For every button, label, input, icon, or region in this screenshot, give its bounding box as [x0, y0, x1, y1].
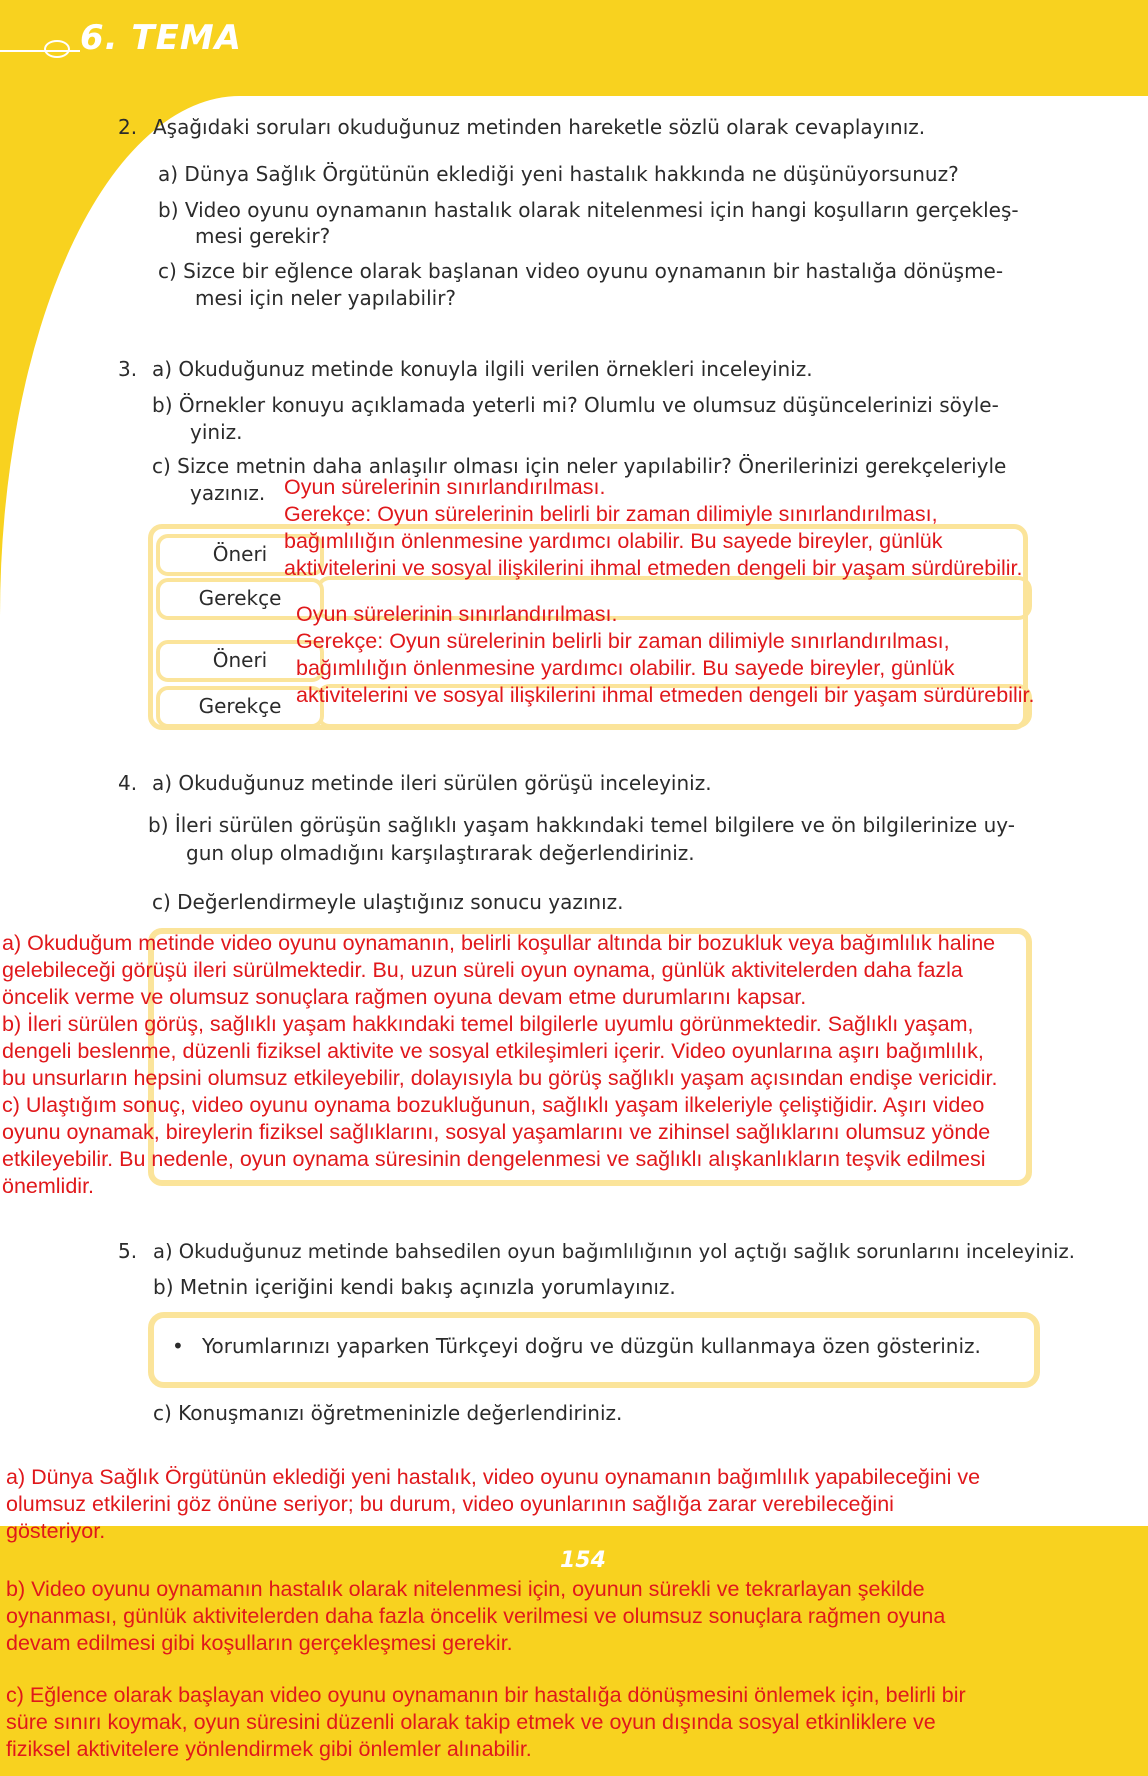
- theme-title: 6. TEMA: [80, 18, 242, 58]
- q3-a: a) Okuduğunuz metinde konuyla ilgili verilen örnekleri inceleyiniz.: [152, 357, 813, 381]
- answer4-line8: oyunu oynamak, bireylerin fiziksel sağlıklarını, sosyal yaşamlarını ve zihinsel sağlıklarını olumsuz yönde: [2, 1120, 991, 1144]
- oneri-label-1: Öneri: [156, 534, 324, 576]
- q4-c: c) Değerlendirmeyle ulaştığınız sonucu yazınız.: [152, 890, 624, 914]
- q3-c2: yazınız.: [190, 481, 266, 505]
- q2-prompt: Aşağıdaki soruları okuduğunuz metinden hareketle sözlü olarak cevaplayınız.: [153, 115, 926, 139]
- q5-c: c) Konuşmanızı öğretmeninizle değerlendiriniz.: [153, 1401, 623, 1425]
- tip-bullet-icon: •: [172, 1334, 184, 1358]
- answer4-line10: önemlidir.: [2, 1174, 95, 1198]
- q2-c2: mesi için neler yapılabilir?: [195, 286, 457, 310]
- answer3-block2-line4: aktivitelerini ve sosyal ilişkilerini ihmal etmeden dengeli bir yaşam sürdürebilir.: [296, 683, 1035, 707]
- answer2-line6: oynanması, günlük aktivitelerden daha fazla öncelik verilmesi ve olumsuz sonuçlara rağmen oyuna: [6, 1604, 946, 1628]
- answer4-line1: a) Okuduğum metinde video oyunu oynamanın, belirli koşullar altında bir bozukluk veya bağımlılık haline: [2, 931, 996, 955]
- answer2-line2: olumsuz etkilerini göz önüne seriyor; bu durum, video oyunlarının sağlığa zarar verebileceğini: [6, 1492, 894, 1516]
- answer4-line4: b) İleri sürülen görüş, sağlıklı yaşam hakkındaki temel bilgilerle uyumlu görünmektedir. Sağlıklı yaşam,: [2, 1012, 974, 1036]
- answer3-block1-line1: Oyun sürelerinin sınırlandırılması.: [284, 475, 606, 499]
- answer3-block2-line1: Oyun sürelerinin sınırlandırılması.: [296, 602, 618, 626]
- gerekce-label-2: Gerekçe: [156, 686, 324, 728]
- answer4-line2: gelebileceği görüşü ileri sürülmektedir. Bu, uzun süreli oyun oynama, günlük aktivitelerden daha fazla: [2, 958, 963, 982]
- tip-text: Yorumlarınızı yaparken Türkçeyi doğru ve düzgün kullanmaya özen gösteriniz.: [202, 1334, 981, 1358]
- q3-b1: b) Örnekler konuyu açıklamada yeterli mi? Olumlu ve olumsuz düşüncelerinizi söyle-: [152, 393, 999, 417]
- q5-number: 5.: [118, 1239, 138, 1263]
- q2-a: a) Dünya Sağlık Örgütünün eklediği yeni hastalık hakkında ne düşünüyorsunuz?: [158, 162, 959, 186]
- answer3-block1-line4: aktivitelerini ve sosyal ilişkilerini ihmal etmeden dengeli bir yaşam sürdürebilir.: [284, 556, 1023, 580]
- q4-a: a) Okuduğunuz metinde ileri sürülen görüşü inceleyiniz.: [152, 771, 712, 795]
- answer2-line11: fiziksel aktivitelere yönlendirmek gibi önlemler alınabilir.: [6, 1737, 532, 1761]
- q3-number: 3.: [118, 357, 138, 381]
- oneri-label-2: Öneri: [156, 640, 324, 682]
- q4-b1: b) İleri sürülen görüşün sağlıklı yaşam hakkındaki temel bilgilere ve ön bilgilerinize uy-: [148, 813, 1015, 837]
- q3-c1: c) Sizce metnin daha anlaşılır olması için neler yapılabilir? Önerilerinizi gerekçeleriyle: [152, 454, 1007, 478]
- answer3-block1-line3: bağımlılığın önlenmesine yardımcı olabilir. Bu sayede bireyler, günlük: [284, 529, 943, 553]
- q2-c1: c) Sizce bir eğlence olarak başlanan video oyunu oynamanın bir hastalığa dönüşme-: [158, 259, 1004, 283]
- page-number: 154: [560, 1548, 606, 1573]
- gerekce-label-1: Gerekçe: [156, 578, 324, 620]
- answer2-line3: gösteriyor.: [6, 1519, 106, 1543]
- answer3-block1-line2: Gerekçe: Oyun sürelerinin belirli bir zaman dilimiyle sınırlandırılması,: [284, 502, 938, 526]
- answer4-line5: dengeli beslenme, düzenli fiziksel aktivite ve sosyal etkileşimleri içerir. Video oyunlarına aşırı bağımlılık,: [2, 1039, 984, 1063]
- q4-b2: gun olup olmadığını karşılaştırarak değerlendiriniz.: [186, 841, 695, 865]
- answer4-line7: c) Ulaştığım sonuç, video oyunu oynama bozukluğunun, sağlıklı yaşam ilkeleriyle çeliştiğidir. Aşırı video: [2, 1093, 985, 1117]
- answer2-line10: süre sınırı koymak, oyun süresini düzenli olarak takip etmek ve oyun dışında sosyal etkinliklere ve: [6, 1710, 936, 1734]
- q2-b2: mesi gerekir?: [195, 224, 331, 248]
- answer2-line9: c) Eğlence olarak başlayan video oyunu oynamanın bir hastalığa dönüşmesini önlemek için, belirli bir: [6, 1683, 966, 1707]
- q2-number: 2.: [118, 115, 138, 139]
- answer4-line9: etkileyebilir. Bu nedenle, oyun oynama süresinin dengelenmesi ve sağlıklı alışkanlıkların teşvik edilmesi: [2, 1147, 986, 1171]
- answer2-line7: devam edilmesi gibi koşulların gerçekleşmesi gerekir.: [6, 1631, 513, 1655]
- q3-b2: yiniz.: [190, 420, 243, 444]
- answer4-line6: bu unsurların hepsini olumsuz etkileyebilir, dolayısıyla bu görüş sağlıklı yaşam açısından endişe vericidir.: [2, 1066, 998, 1090]
- answer3-block2-line2: Gerekçe: Oyun sürelerinin belirli bir zaman dilimiyle sınırlandırılması,: [296, 629, 950, 653]
- header-swirl-icon: [44, 40, 70, 58]
- answer2-line5: b) Video oyunu oynamanın hastalık olarak nitelenmesi için, oyunun sürekli ve tekrarlayan şekilde: [6, 1577, 925, 1601]
- answer3-block2-line3: bağımlılığın önlenmesine yardımcı olabilir. Bu sayede bireyler, günlük: [296, 656, 955, 680]
- answer4-line3: öncelik verme ve olumsuz sonuçlara rağmen oyuna devam etme durumlarını kapsar.: [2, 985, 807, 1009]
- q5-a: a) Okuduğunuz metinde bahsedilen oyun bağımlılığının yol açtığı sağlık sorunlarını inceleyiniz.: [153, 1240, 1075, 1263]
- q2-b1: b) Video oyunu oynamanın hastalık olarak nitelenmesi için hangi koşulların gerçekleş-: [158, 198, 1019, 222]
- q5-b: b) Metnin içeriğini kendi bakış açınızla yorumlayınız.: [153, 1275, 676, 1299]
- q4-number: 4.: [118, 771, 138, 795]
- answer2-line1: a) Dünya Sağlık Örgütünün eklediği yeni hastalık, video oyunu oynamanın bağımlılık yapabileceğini ve: [6, 1465, 981, 1489]
